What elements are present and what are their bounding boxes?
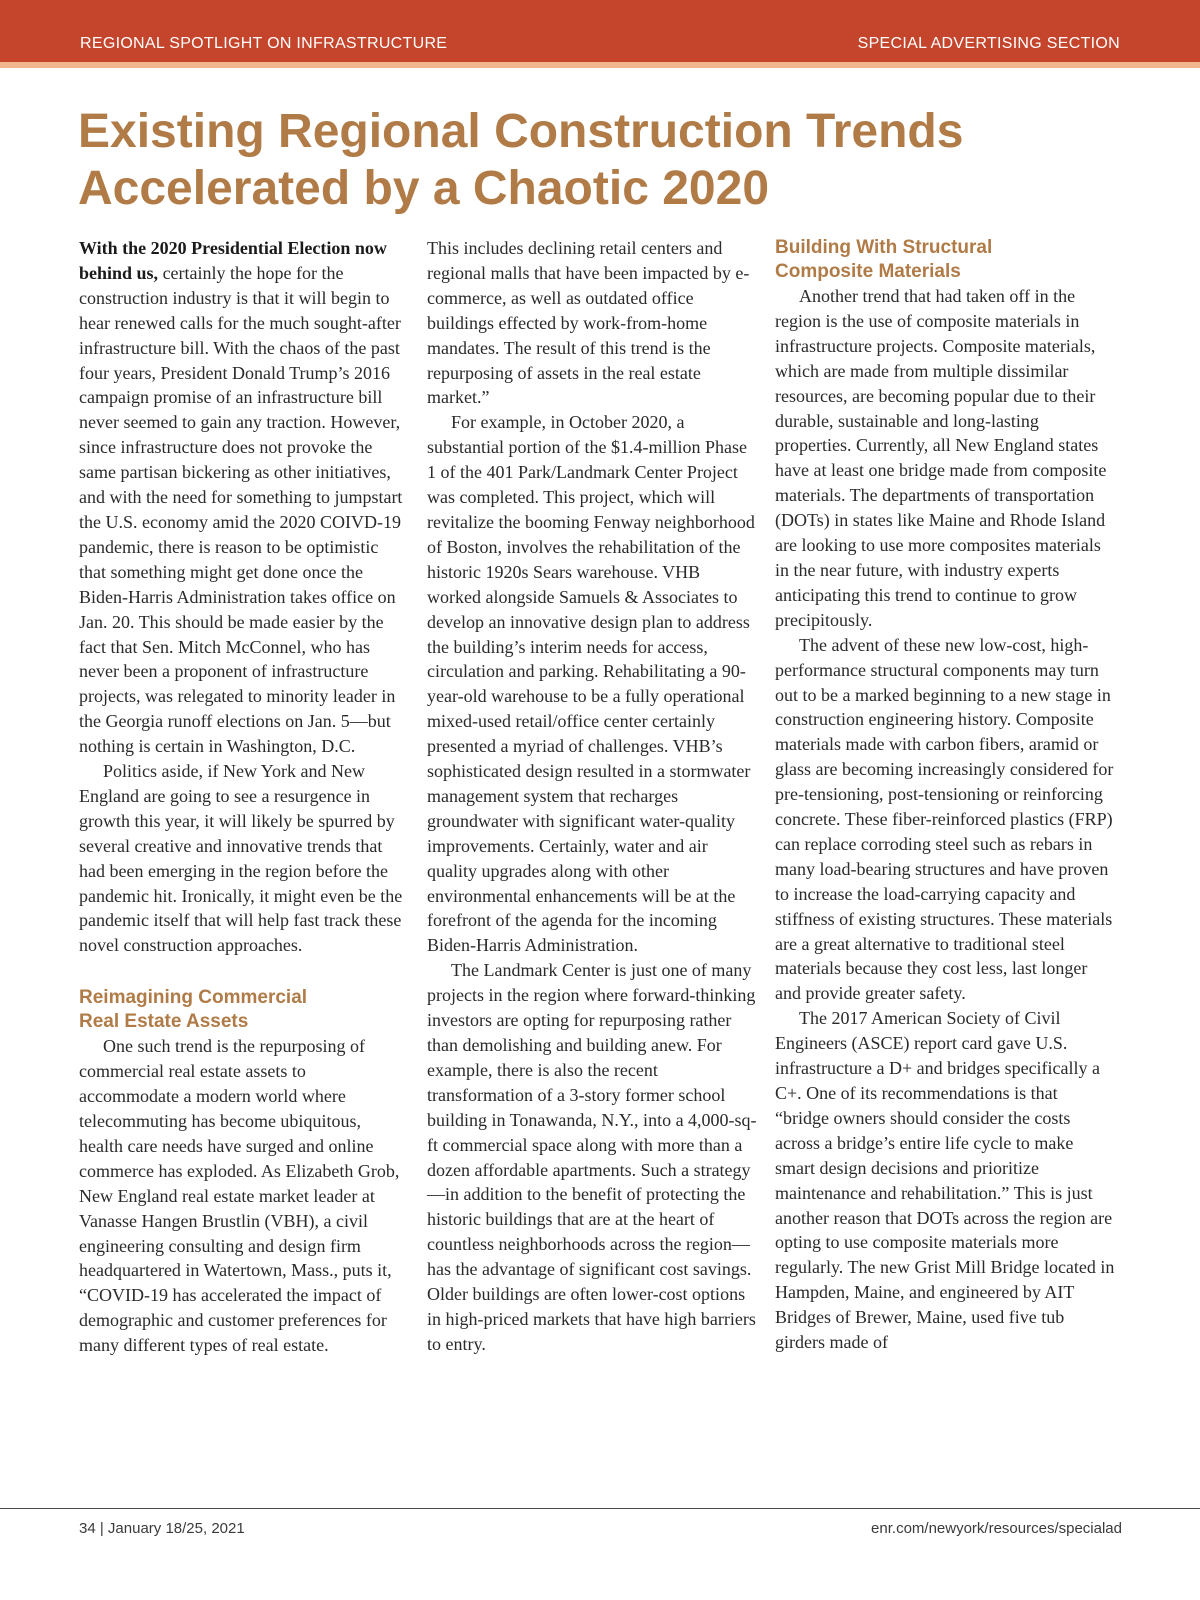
paragraph: The Landmark Center is just one of many projects in the region where forward-thinking investors are opting for repurposing rather than demolishing and building anew. For example, there is also the recent transformation of a 3-story former school building in Tonawanda, N.Y., into a 4,000-sq-ft commercial space along with more than a dozen affordable apartments. Such a strategy—in addition to the benefit of protecting the historic buildings that are at the heart of countless neighborhoods across the region—has the advantage of significant cost savings. Older buildings are often lower-cost options in high-priced markets that have high barriers to entry. (427, 960, 757, 1354)
subhead-composite (775, 236, 1115, 284)
header-accent-line (0, 62, 1200, 68)
section-header-bar (0, 0, 1200, 62)
paragraph: The advent of these new low-cost, high-performance structural components may turn out to be a marked beginning to a new stage in construction engineering history. Composite materials made with carbon fibers, aramid or glass are becoming increasingly considered for pre-tensioning, post-tensioning or reinforcing concrete. These fiber-reinforced plastics (FRP) can replace corroding steel such as rebars in many load-bearing structures and have proven to increase the load-carrying capacity and stiffness of existing structures. These materials are a great alternative to traditional steel materials because they cost less, last longer and provide greater safety. (775, 634, 1114, 1004)
article-column-3 (775, 236, 1115, 1355)
subhead-line-2: Composite Materials (775, 261, 961, 282)
subhead-reimagining (79, 986, 409, 1034)
headline-line-2: Accelerated by a Chaotic 2020 (78, 162, 770, 215)
section-label: REGIONAL SPOTLIGHT ON INFRASTRUCTURE (80, 35, 448, 52)
article-headline (78, 103, 1128, 217)
paragraph: Politics aside, if New York and New England are going to see a resurgence in growth this year, it will likely be spurred by several creative and innovative trends that had been emerging in the region before the pandemic hit. Ironically, it might even be the pandemic itself that will help fast track these novel construction approaches. (79, 761, 403, 956)
article-column-1 (79, 236, 409, 1358)
footer-url: enr.com/newyork/resources/specialad (871, 1520, 1122, 1537)
subhead-line-1: Building With Structural (775, 237, 993, 258)
page-number-date: 34 | January 18/25, 2021 (79, 1520, 245, 1537)
subhead-line-1: Reimagining Commercial (79, 987, 308, 1009)
headline-line-1: Existing Regional Construction Trends (78, 105, 964, 158)
lead-in: With the 2020 Presidential Election now behind us, (79, 238, 387, 283)
paragraph-text: certainly the hope for the construction industry is that it will begin to hear renewed calls for the much sought-after infrastructure bill. With the chaos of the past four years, President Donald Trump’s 2016 campaign promise of an infrastructure bill never seemed to gain any traction. However, since infrastructure does not provoke the same partisan bickering as other initiatives, and with the need for something to jumpstart the U.S. economy amid the 2020 COIVD-19 pandemic, there is reason to be optimistic that something might get done once the Biden-Harris Administration takes office on Jan. 20. This should be made easier by the fact that Sen. Mitch McConnel, who has never been a proponent of infrastructure projects, was relegated to minority leader in the Georgia runoff elections on Jan. 5—but nothing is certain in Washington, D.C. (79, 262, 403, 757)
subhead-line-2: Real Estate Assets (79, 1011, 249, 1033)
article-column-2 (427, 236, 757, 1357)
paragraph (79, 236, 409, 759)
paragraph: One such trend is the repurposing of commercial real estate assets to accommodate a modern world where telecommuting has become ubiquitous, health care needs have surged and online commerce has exploded. As Elizabeth Grob, New England real estate market leader at Vanasse Hangen Brustlin (VBH), a civil engineering consulting and design firm headquartered in Watertown, Mass., puts it, “COVID-19 has accelerated the impact of demographic and customer preferences for many different types of real estate. (79, 1036, 400, 1356)
paragraph: The 2017 American Society of Civil Engineers (ASCE) report card gave U.S. infrastructure a D+ and bridges specifically a C+. One of its recommendations is that “bridge owners should consider the costs across a bridge’s entire life cycle to make smart design decisions and prioritize maintenance and rehabilitation.” This is just another reason that DOTs across the region are opting to use composite materials more regularly. The new Grist Mill Bridge located in Hampden, Maine, and engineered by AIT Bridges of Brewer, Maine, used five tub girders made of (775, 1008, 1115, 1353)
advertising-label: SPECIAL ADVERTISING SECTION (857, 35, 1120, 52)
paragraph: This includes declining retail centers and regional malls that have been impacted by e-commerce, as well as outdated office buildings effected by work-from-home mandates. The result of this trend is the repurposing of assets in the real estate market.” (427, 238, 750, 408)
paragraph: Another trend that had taken off in the region is the use of composite materials in infrastructure projects. Composite materials, which are made from multiple dissimilar resources, are becoming popular due to their durable, sustainable and long-lasting properties. Currently, all New England states have at least one bridge made from composite materials. The departments of transportation (DOTs) in states like Maine and Rhode Island are looking to use more composites materials in the near future, with industry experts anticipating this trend to continue to grow precipitously. (775, 286, 1107, 630)
footer-divider (0, 1508, 1200, 1509)
paragraph: For example, in October 2020, a substantial portion of the $1.4-million Phase 1 of the 401 Park/Landmark Center Project was completed. This project, which will revitalize the booming Fenway neighborhood of Boston, involves the rehabilitation of the historic 1920s Sears warehouse. VHB worked alongside Samuels & Associates to develop an innovative design plan to address the building’s interim needs for access, circulation and parking. Rehabilitating a 90-year-old warehouse to be a fully operational mixed-used retail/office center certainly presented a myriad of challenges. VHB’s sophisticated design resulted in a stormwater management system that recharges groundwater with significant water-quality improvements. Certainly, water and air quality upgrades along with other environmental enhancements will be at the forefront of the agenda for the incoming Biden-Harris Administration. (427, 412, 755, 956)
